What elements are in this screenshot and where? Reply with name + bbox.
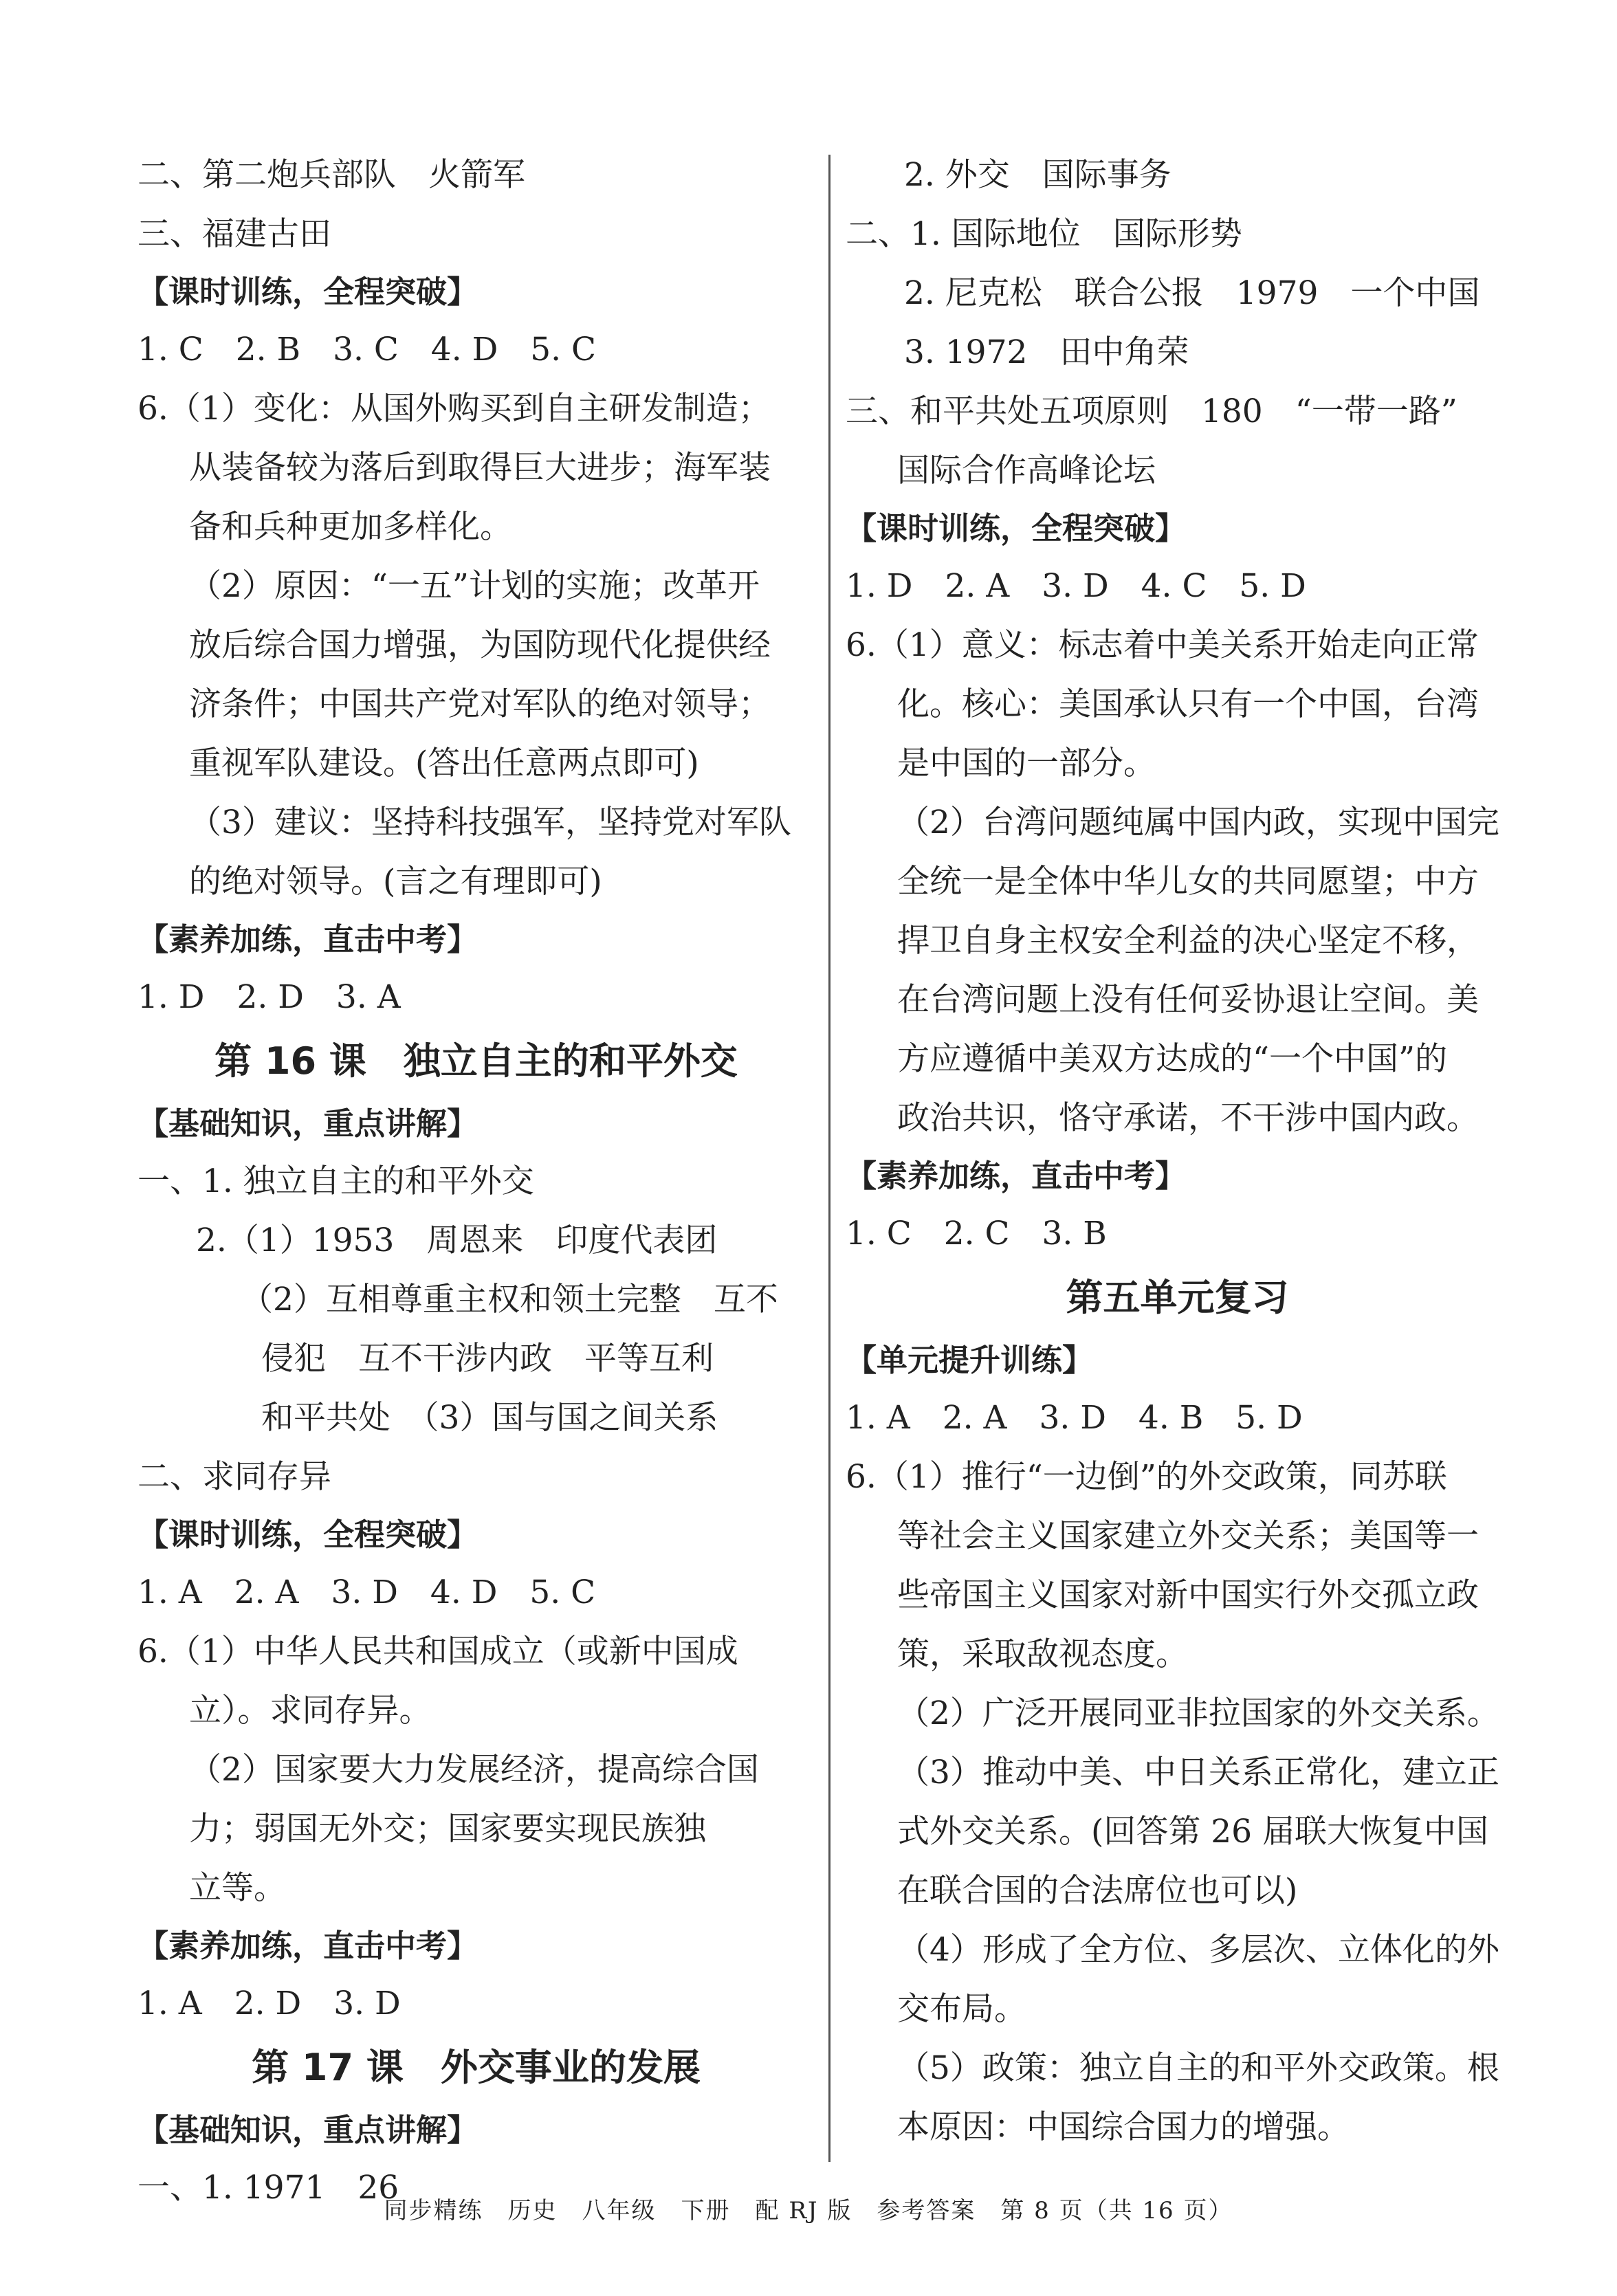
answer-line: 二、求同存异 [138,1458,331,1496]
answer-line: 一、1. 独立自主的和平外交 [138,1162,534,1200]
answer-line: （2）互相尊重主权和领土完整 互不 [241,1281,778,1318]
answer-line: 策，采取敌视态度。 [897,1635,1188,1673]
answer-line: 2.（1）1953 周恩来 印度代表团 [196,1222,718,1259]
answer-line: 1. A 2. A 3. D 4. D 5. C [138,1574,596,1611]
answer-line: 1. D 2. D 3. A [138,978,401,1016]
answer-line: 力；弱国无外交；国家要实现民族独 [189,1810,706,1848]
answer-line: 化。核心：美国承认只有一个中国，台湾 [897,685,1479,723]
section-heading: 【素养加练，直击中考】 [846,1158,1187,1194]
answer-line: 的绝对领导。(言之有理即可) [189,863,602,901]
answer-line: 1. C 2. C 3. B [846,1215,1107,1252]
lesson-title: 第 16 课 独立自主的和平外交 [214,1039,738,1083]
answer-line: 3. 1972 田中角荣 [904,333,1189,371]
answer-line: 从装备较为落后到取得巨大进步；海军装 [189,449,771,487]
section-heading: 【课时训练，全程突破】 [846,510,1187,547]
answer-line: 本原因：中国综合国力的增强。 [897,2108,1350,2146]
answer-line: （5）政策：独立自主的和平外交政策。根 [897,2049,1499,2087]
section-heading: 【基础知识，重点讲解】 [138,2112,478,2148]
answer-line: 交布局。 [897,1990,1026,2028]
answer-line: 和平共处 （3）国与国之间关系 [261,1399,718,1437]
section-heading: 【素养加练，直击中考】 [138,921,478,958]
answer-line: 侵犯 互不干涉内政 平等互利 [261,1340,714,1378]
answer-line: 6.（1）中华人民共和国成立（或新中国成 [138,1633,738,1670]
answer-line: 一、1. 1971 26 [138,2169,399,2207]
answer-line: （2）台湾问题纯属中国内政，实现中国完 [897,804,1499,841]
answer-line: （2）国家要大力发展经济，提高综合国 [189,1751,759,1789]
answer-line: 6.（1）变化：从国外购买到自主研发制造； [138,390,771,428]
answer-line: 二、1. 国际地位 国际形势 [846,215,1242,253]
answer-line: （2）原因：“一五”计划的实施；改革开 [189,567,760,605]
answer-line: 放后综合国力增强，为国防现代化提供经 [189,626,771,664]
answer-line: （2）广泛开展同亚非拉国家的外交关系。 [897,1695,1499,1732]
section-heading: 【基础知识，重点讲解】 [138,1105,478,1142]
answer-line: 1. A 2. A 3. D 4. B 5. D [846,1399,1303,1437]
answer-line: （3）建议：坚持科技强军，坚持党对军队 [189,804,791,841]
answer-line: 立）。求同存异。 [189,1692,432,1730]
answer-line: 是中国的一部分。 [897,744,1156,782]
answer-line: 方应遵循中美双方达成的“一个中国”的 [897,1040,1448,1078]
answer-line: 济条件；中国共产党对军队的绝对领导； [189,685,771,723]
answer-line: 1. D 2. A 3. D 4. C 5. D [846,567,1306,605]
answer-line: 6.（1）推行“一边倒”的外交政策，同苏联 [846,1458,1447,1496]
right-column [846,146,1509,2157]
answer-line: 2. 尼克松 联合公报 1979 一个中国 [904,274,1480,312]
answer-line: 全统一是全体中华儿女的共同愿望；中方 [897,863,1479,901]
answer-line: 立等。 [189,1869,286,1907]
lesson-title: 第 17 课 外交事业的发展 [252,2046,701,2089]
answer-line: 二、第二炮兵部队 火箭军 [138,156,525,194]
answer-line: 在台湾问题上没有任何妥协退让空间。美 [897,981,1479,1019]
lesson-title: 第五单元复习 [1066,1276,1289,1319]
answer-line: 三、福建古田 [138,215,331,253]
answer-line: 2. 外交 国际事务 [904,156,1172,194]
answer-line: 备和兵种更加多样化。 [189,508,512,546]
left-column [138,146,815,2218]
column-divider [828,155,830,2162]
section-heading: 【单元提升训练】 [846,1342,1094,1378]
answer-line: 国际合作高峰论坛 [897,452,1156,489]
answer-line: 等社会主义国家建立外交关系；美国等一 [897,1517,1479,1555]
answer-line: 政治共识，恪守承诺，不干涉中国内政。 [897,1099,1479,1137]
answer-line: 1. C 2. B 3. C 4. D 5. C [138,331,597,368]
page-footer: 同步精练 历史 八年级 下册 配 RJ 版 参考答案 第 8 页（共 16 页） [384,2197,1233,2225]
answer-line: 在联合国的合法席位也可以) [897,1872,1298,1910]
section-heading: 【课时训练，全程突破】 [138,274,478,310]
answer-line: （3）推动中美、中日关系正常化，建立正 [897,1754,1499,1791]
answer-line: 6.（1）意义：标志着中美关系开始走向正常 [846,626,1479,664]
section-heading: 【课时训练，全程突破】 [138,1516,478,1553]
section-heading: 【素养加练，直击中考】 [138,1928,478,1964]
answer-line: 重视军队建设。(答出任意两点即可) [189,744,699,782]
answer-line: （4）形成了全方位、多层次、立体化的外 [897,1931,1499,1969]
answer-line: 1. A 2. D 3. D [138,1985,401,2022]
answer-line: 捍卫自身主权安全利益的决心坚定不移， [897,922,1479,960]
answer-line: 三、和平共处五项原则 180 “一带一路” [846,393,1458,430]
answer-line: 式外交关系。(回答第 26 届联大恢复中国 [897,1813,1489,1851]
answer-line: 些帝国主义国家对新中国实行外交孤立政 [897,1576,1479,1614]
